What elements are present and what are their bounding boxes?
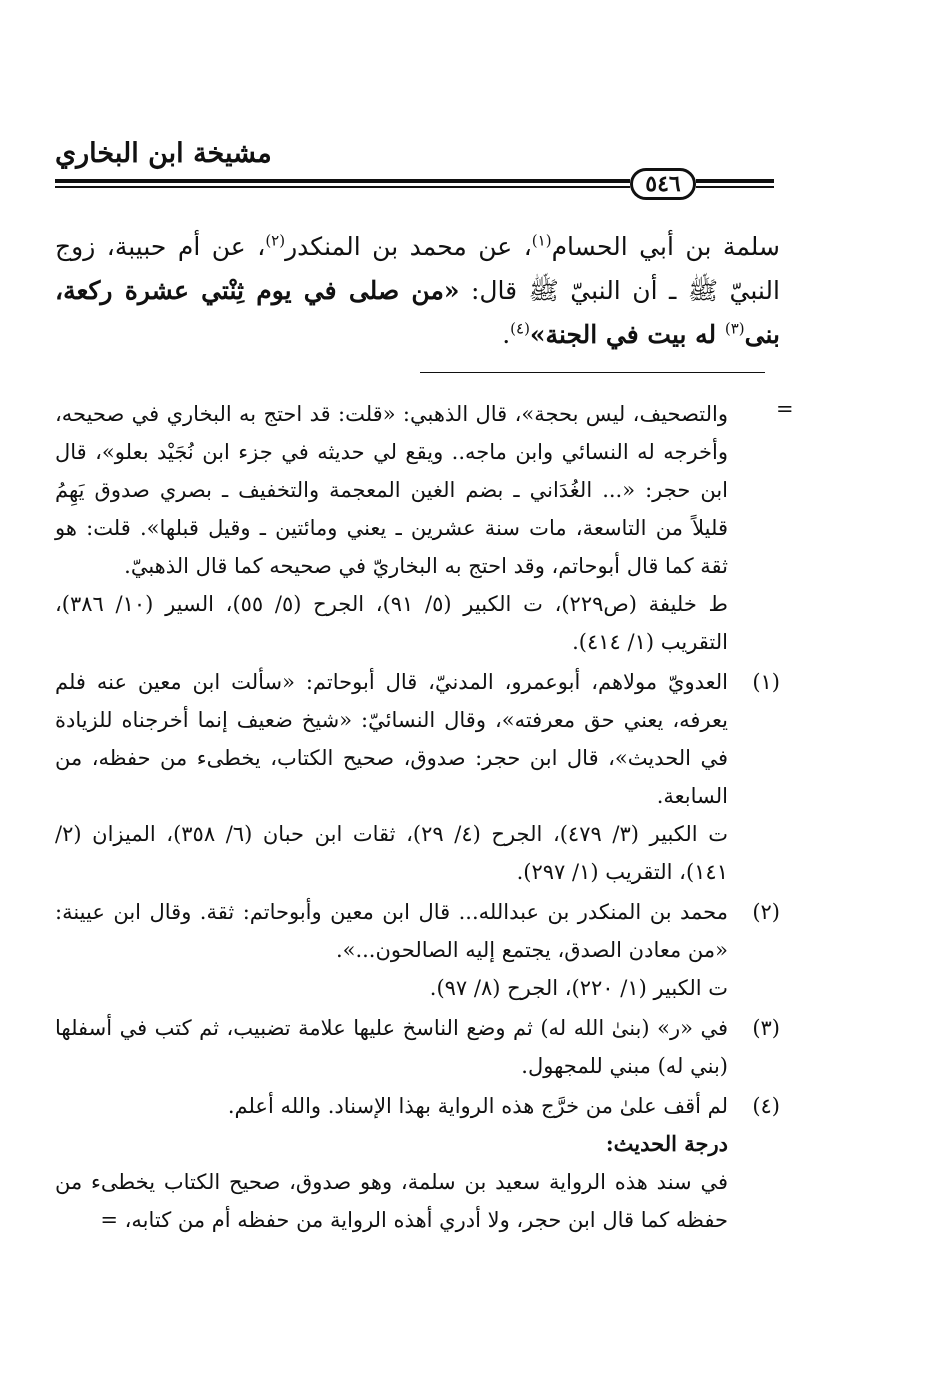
text-run: سلمة بن أبي الحسام [551,232,781,261]
footnote-ref-1[interactable]: (١) [531,231,552,250]
text-run: ، عن أم حبيبة، زوج النبيّ ﷺ ـ أن النبيّ ﷺ قال: [55,232,780,305]
footnote-text: العدويّ مولاهم، أبوعمرو، المدنيّ، قال أبوحاتم: «سألت ابن معين عنه فلم يعرفه، يعني حق معرفته»، وقال النسائيّ: «شيخ ضعيف إنما أخرجناه للزيادة في الحديث»، قال ابن حجر: صدوق، صحيح الكتاب، يخطىء من حفظه، من السابعة. [55,670,728,808]
footnote-refs: ت الكبير (١/ ٢٢٠)، الجرح (٨/ ٩٧). [429,976,728,1000]
footnote-ref-2[interactable]: (٢) [265,231,286,250]
header-rule [55,179,630,183]
header-rule-thin [55,186,630,188]
hadith-quote-end: له بيت في الجنة» [529,320,725,349]
footnote-text: محمد بن المنكدر بن عبدالله... قال ابن معين وأبوحاتم: ثقة. وقال ابن عيينة: «من معادن الصدق، يجتمع إليه الصالحون...». [55,900,728,962]
text-run: ، عن محمد بن المنكدر [285,232,532,261]
footnote-item [55,663,780,891]
header-rule-right [696,179,774,183]
footnote-number: (٣) [752,1016,780,1040]
footnotes [55,395,780,1241]
footnote-continued [55,395,780,661]
running-head-title: مشيخة ابن البخاري [55,138,272,169]
main-text [55,225,780,357]
footnote-number: (٤) [752,1094,780,1118]
footnote-item [55,1009,780,1085]
footnote-number: (١) [752,670,780,694]
hadith-quote: «من صلى في يوم ثِنْتي عشرة ركعة، بنى [55,276,780,349]
footnote-text: لم أقف علىٰ من خرَّج هذه الرواية بهذا الإسناد. والله أعلم. [227,1094,728,1118]
grade-text: في سند هذه الرواية سعيد بن سلمة، وهو صدوق، صحيح الكتاب يخطىء من حفظه كما قال ابن حجر، ولا أدري أهذه الرواية من حفظه أم من كتابه، = [55,1170,728,1232]
footnote-refs: ط خليفة (ص٢٢٩)، ت الكبير (٥/ ٩١)، الجرح (٥/ ٥٥)، السير (١٠/ ٣٨٦)، التقريب (١/ ٤١٤). [55,592,728,654]
header-rule-right-thin [696,186,774,188]
hadith-paragraph [55,225,780,357]
page-number: ٥٤٦ [630,168,696,200]
footnote-number: (٢) [752,900,780,924]
footnote-item [55,893,780,1007]
grade-heading: درجة الحديث: [605,1131,728,1156]
footnote-ref-3[interactable]: (٣) [724,319,745,338]
continuation-mark: = [776,397,794,421]
footnote-ref-4[interactable]: (٤) [510,319,530,338]
footnote-separator [420,372,765,373]
text-run: . [502,320,511,349]
footnote-text: والتصحيف، ليس بحجة»، قال الذهبي: «قلت: قد احتج به البخاري في صحيحه، وأخرجه له النسائي وابن ماجه.. ويقع لي حديثه في جزء ابن نُجَيْد بعلو»، قال ابن حجر: «... الغُدَاني ـ بضم الغين المعجمة والتخفيف ـ بصري صدوق يَهِمُ قليلاً من التاسعة، مات سنة عشرين ـ يعني ومائتين ـ وقيل قبلها». قلت: هو ثقة كما قال أبوحاتم، وقد احتج به البخاريّ في صحيحه كما قال الذهبيّ. [55,402,728,578]
footnote-text: في «ر» (بنىٰ الله له) ثم وضع الناسخ عليها علامة تضبيب، ثم كتب في أسفلها (بني له) مبني للمجهول. [55,1016,728,1078]
footnote-item [55,1087,780,1239]
footnote-refs: ت الكبير (٣/ ٤٧٩)، الجرح (٤/ ٢٩)، ثقات ابن حبان (٦/ ٣٥٨)، الميزان (٢/ ١٤١)، التقريب (١/ ٢٩٧). [55,822,728,884]
